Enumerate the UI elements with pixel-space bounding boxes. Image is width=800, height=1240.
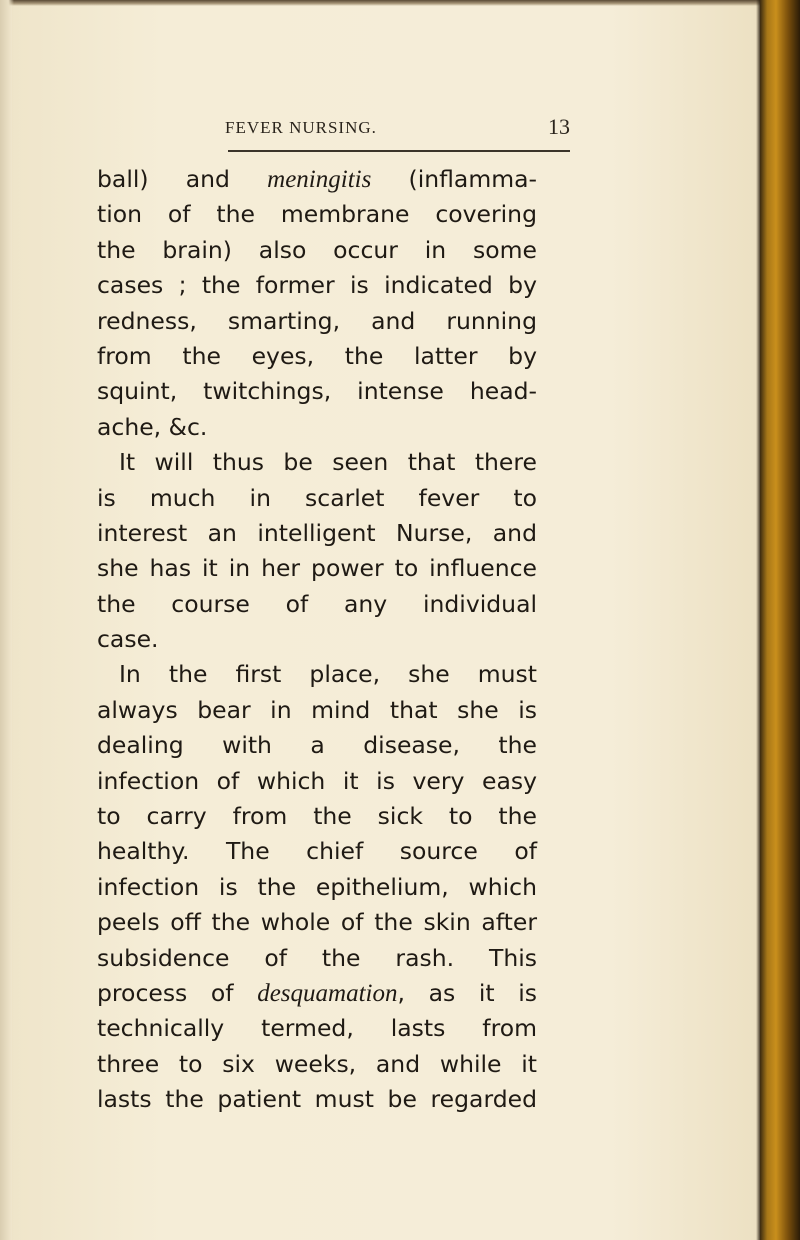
text-line: lasts the patient must be regarded [97,1085,537,1114]
text-line: cases ; the former is indicated by [97,271,537,300]
page-top-edge [0,0,760,6]
text-line: the course of any individual [97,589,537,618]
italic-term: meningitis [267,166,372,193]
text-line: subsidence of the rash. This [97,943,537,972]
page-left-edge [0,0,14,1240]
text-line: always bear in mind that she is [97,695,537,724]
running-header [225,116,570,140]
italic-term: desquamation [257,979,398,1007]
text-line: process of desquamation, as it is [97,978,537,1007]
text-line: ache, &c. [97,412,208,441]
book-spine [760,0,800,1240]
text-line: squint, twitchings, intense head- [97,377,537,406]
text-line: healthy. The chief source of [97,837,537,866]
text-line: dealing with a disease, the [97,731,537,760]
body-text [97,162,537,1118]
running-title: FEVER NURSING. [225,118,377,137]
header-rule [228,150,570,152]
text-line: she has it in her power to influence [97,554,537,583]
text-line: It will thus be seen that there [119,448,537,477]
text-line: technically termed, lasts from [97,1014,537,1043]
text-line: case. [97,625,159,654]
text-line: infection of which it is very easy [97,766,537,795]
page-number: 13 [548,114,570,139]
text-line: the brain) also occur in some [97,235,537,264]
text-line: tion of the membrane covering [97,200,537,229]
text-line: from the eyes, the latter by [97,341,537,370]
text-line: is much in scarlet fever to [97,483,537,512]
text-line: redness, smarting, and running [97,306,537,335]
text-line: ball) and meningitis (inflamma- [97,165,537,193]
text-line: infection is the epithelium, which [97,872,537,901]
text-line: interest an intelligent Nurse, and [97,518,537,547]
text-line: In the first place, she must [119,660,537,689]
text-line: peels off the whole of the skin after [97,908,537,937]
text-line: to carry from the sick to the [97,802,537,831]
text-line: three to six weeks, and while it [97,1049,537,1078]
